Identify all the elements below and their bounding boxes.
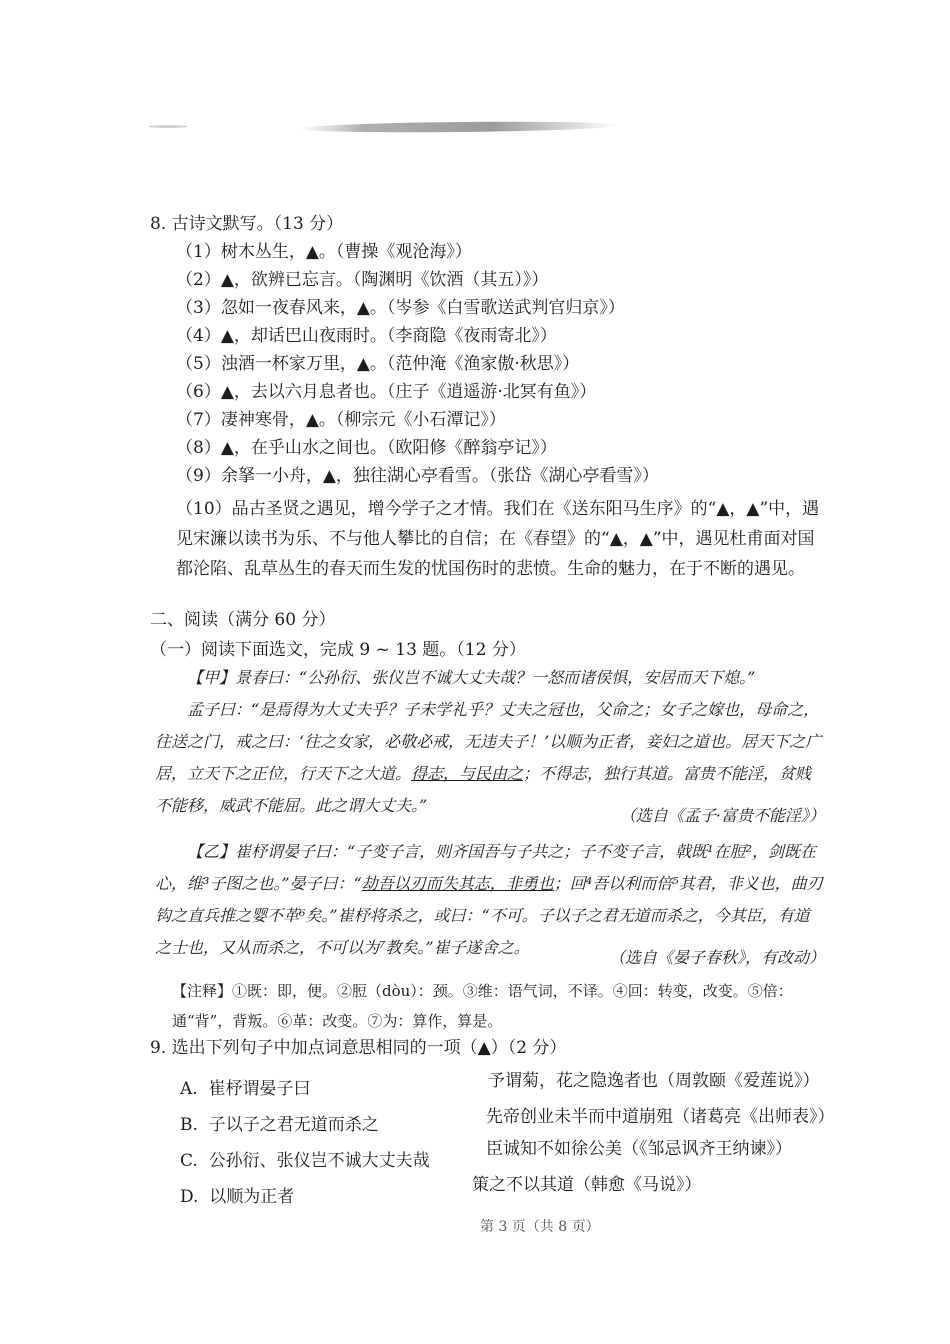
q8-title: 8. 古诗文默写。（13 分） bbox=[150, 214, 344, 234]
page-footer: 第 3 页（共 8 页） bbox=[480, 1219, 600, 1235]
q9-option-b-compare: 先帝创业未半而中道崩殂（诸葛亮《出师表》） bbox=[486, 1107, 835, 1127]
q9-option-a: A. 崔杼谓晏子曰 bbox=[180, 1079, 311, 1099]
q8-item-2: （2）▲，欲辨已忘言。（陶渊明《饮酒（其五）》） bbox=[176, 270, 549, 290]
section-2-part-1: （一）阅读下面选文，完成 9 ~ 13 题。（12 分） bbox=[150, 640, 526, 660]
section-2-title: 二、阅读（满分 60 分） bbox=[150, 610, 336, 630]
q9-option-b: B. 子以子之君无道而杀之 bbox=[180, 1115, 379, 1135]
underlined-sentence-jia: 得志，与民由之 bbox=[411, 764, 524, 783]
passage-jia-p2: 孟子曰：“是焉得为大丈夫乎？子未学礼乎？丈夫之冠也，父命之；女子之嫁也，母命之，往送之门，戒之曰：‘往之女家，必敬必戒，无违夫子！’以顺为正者，妾妇之道也。居天下之广居，立天下之正位，行天下之大道。得志，与民由之；不得志，独行其道。富贵不能淫，贫贱不能移，威武不能屈。此之谓大丈夫。” bbox=[155, 700, 822, 815]
passage-jia-source: （选自《孟子·富贵不能淫》） bbox=[619, 806, 825, 825]
q8-item-4: （4）▲，却话巴山夜雨时。（李商隐《夜雨寄北》） bbox=[176, 326, 557, 346]
q8-item-3: （3）忽如一夜春风来，▲。（岑参《白雪歌送武判官归京》） bbox=[176, 298, 625, 318]
q8-item-10: （10）品古圣贤之遇见，增今学子之才情。我们在《送东阳马生序》的“▲，▲”中，遇见宋濂以读书为乐、不与他人攀比的自信；在《春望》的“▲，▲”中，遇见杜甫面对国都沦陷、乱草丛生的春天而生发的忧国伤时的悲愤。生命的魅力，在于不断的遇见。 bbox=[176, 499, 820, 579]
q8-item-9: （9）余拏一小舟，▲，独往湖心亭看雪。（张岱《湖心亭看雪》） bbox=[176, 466, 659, 486]
passage-jia-p1: 【甲】景春曰：“公孙衍、张仪岂不诚大丈夫哉？一怒而诸侯惧，安居而天下熄。” bbox=[187, 668, 756, 687]
q9-option-d: D. 以顺为正者 bbox=[180, 1187, 295, 1207]
q9-option-c: C. 公孙衍、张仪岂不诚大丈夫哉 bbox=[180, 1151, 430, 1171]
scan-smudge-small bbox=[148, 125, 188, 128]
q8-item-5: （5）浊酒一杯家万里，▲。（范仲淹《渔家傲·秋思》） bbox=[176, 354, 580, 374]
q8-item-8: （8）▲，在乎山水之间也。（欧阳修《醉翁亭记》） bbox=[176, 438, 557, 458]
q8-item-1: （1）树木丛生，▲。（曹操《观沧海》） bbox=[176, 242, 472, 262]
passage-yi-source: （选自《晏子春秋》，有改动） bbox=[608, 948, 825, 967]
q8-item-6: （6）▲，去以六月息者也。（庄子《逍遥游·北冥有鱼》） bbox=[176, 382, 597, 402]
annotations: 【注释】①既：即，便。②脰（dòu）：颈。③维：语气词，不译。④回：转变，改变。⑤倍：通“背”，背叛。⑥革：改变。⑦为：算作，算是。 bbox=[172, 982, 793, 1030]
passage-yi-p1: 【乙】崔杼谓晏子曰：“子变子言，则齐国吾与子共之；子不变子言，戟既¹在脰²，剑既在心，维³子图之也。”晏子曰：“劫吾以刃而失其志，非勇也；回⁴吾以利而倍⁵其君，非义也，曲刃钩之直兵推之婴不革⁶矣。”崔杼将杀之，或曰：“不可。子以子之君无道而杀之，今其臣，有道之士也，又从而杀之，不可以为⁷教矣。”崔子遂舍之。 bbox=[155, 842, 823, 957]
q9-option-c-compare: 臣诚知不如徐公美（《邹忌讽齐王纳谏》） bbox=[486, 1139, 792, 1159]
scan-smudge bbox=[300, 120, 620, 133]
q9-stem: 9. 选出下列句子中加点词意思相同的一项（▲）（2 分） bbox=[150, 1038, 567, 1058]
q9-option-d-compare: 策之不以其道（韩愈《马说》） bbox=[472, 1175, 702, 1195]
q9-option-a-compare: 予谓菊，花之隐逸者也（周敦颐《爱莲说》） bbox=[488, 1071, 820, 1091]
q8-item-7: （7）凄神寒骨，▲。（柳宗元《小石潭记》） bbox=[176, 410, 506, 430]
underlined-sentence-yi: 劫吾以刃而失其志，非勇也 bbox=[361, 874, 554, 893]
